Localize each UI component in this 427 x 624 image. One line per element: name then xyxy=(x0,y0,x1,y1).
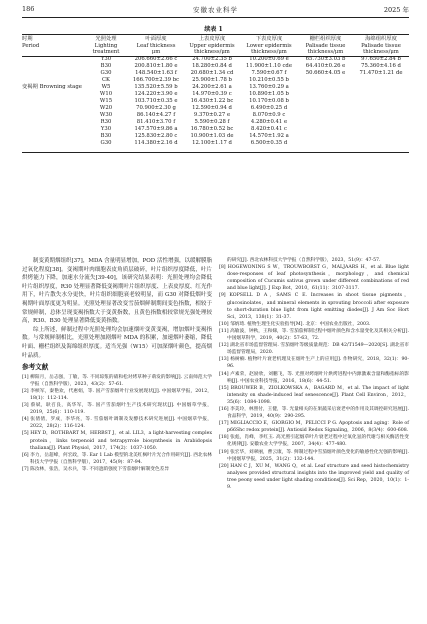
leaf-thickness-cell: 86.140±4.27 f xyxy=(136,112,176,118)
upper-epidermis-cell: 10.900±1.03 de xyxy=(190,133,234,139)
reference-item: [9] KOPSELL D A，SAMS C E. Increases in shoot tissue pigments，glucosinolates，and mineral elements in sprouting broccoli after exposure to short-duration blue light from light emitting diodes[J]. J Am Soc Hort Sci，2013，138(1)：31-37. xyxy=(219,293,409,320)
treatment-cell: Y30 xyxy=(100,126,112,132)
journal-year: 2025 年 xyxy=(383,6,409,14)
palisade-cell xyxy=(298,98,353,105)
reference-item: 的研究[J]. 西北农林科技大学学报（自然科学版），2023，51(9)：47-57. xyxy=(227,258,381,263)
lower-epidermis-cell: 14.570±1.92 a xyxy=(249,133,289,139)
reference-item: [1] 柳阳月，岳志强，丁敏，等. 不同琼浆的硝和松对烤草种子萌发的影响[J]. 云南师范大学学报（自然科学版），2023，43(2)：57-61. xyxy=(22,374,212,387)
lower-epidermis-cell: 8.070±0.9 c xyxy=(252,112,286,118)
upper-epidermis-cell: 25.900±1.78 b xyxy=(192,77,232,83)
period-cell xyxy=(22,119,84,126)
spongy-cell xyxy=(353,126,409,133)
period-cell xyxy=(22,112,84,119)
period-cell xyxy=(22,105,84,112)
period-cell xyxy=(22,133,84,140)
period-cell xyxy=(22,140,84,147)
upper-epidermis-cell: 9.370±0.27 e xyxy=(193,112,231,118)
treatment-cell: G30 xyxy=(100,70,112,76)
spongy-cell xyxy=(353,77,409,84)
treatment-cell: W20 xyxy=(99,105,113,111)
table-row xyxy=(22,84,409,91)
lower-epidermis-cell: 10.210±0.55 b xyxy=(249,77,289,83)
period-cell xyxy=(22,91,84,98)
header-rule xyxy=(22,17,409,18)
table-row xyxy=(22,77,409,84)
spongy-cell xyxy=(353,105,409,112)
table-row xyxy=(22,56,409,63)
reference-item: [5] HEY D，ROTHBART M，HERBST J，et al. LIL3，a light-harvesting complex protein，links terpenoid and tetrapyrrole biosynthesis in Arabidopsis thaliana[J]. Plant Physiol，2017，174(2)：1037-1050. xyxy=(22,431,212,451)
palisade-cell: 50.660±4.05 e xyxy=(305,70,346,76)
palisade-cell: 64.410±0.26 e xyxy=(305,63,346,69)
leaf-thickness-cell: 200.810±1.80 e xyxy=(134,63,178,69)
table-row xyxy=(22,140,409,147)
col-header-palisade: 栅栏组织厚度 Palisade tissue thickness/μm xyxy=(305,36,346,55)
col-header-period: 时期 Period xyxy=(22,36,40,49)
table-row xyxy=(22,63,409,70)
period-cell xyxy=(22,77,84,84)
upper-epidermis-cell: 16.780±0.52 bc xyxy=(190,126,234,132)
period-cell xyxy=(22,70,84,77)
leaf-thickness-cell: 125.830±2.80 c xyxy=(134,133,178,139)
page-number: 186 xyxy=(22,5,35,13)
upper-epidermis-cell: 14.970±0.39 c xyxy=(192,91,232,97)
data-table xyxy=(22,36,409,147)
reference-item: [18] 张彪，肖峰，李红玉. 高光照引起烟草叶片衰老过程中过氧化氢的代谢与相关酶活性变化规律[J]. 安徽农业大学学报，2007，34(4)：477-480. xyxy=(219,435,409,448)
palisade-cell xyxy=(298,77,353,84)
reference-item: [14] 卢素荣，赵励欣，刘鹏飞，等. 光照对烤烟叶片烘烤进程中内源激素含量和酶指标的影响[J]. 中国农业科技导报，2016，18(6)：44-51. xyxy=(219,371,409,384)
right-column-references xyxy=(219,257,409,491)
upper-epidermis-cell: 24.200±2.61 a xyxy=(192,84,232,90)
palisade-cell xyxy=(298,126,353,133)
period-cell xyxy=(22,126,84,133)
reference-item: [6] 李力，岳超峰，何宏政，等. Ear 1 Lab 模型的北美红枫叶片光合作用研究[J]. 西北农林科技大学学报（自然科学版），2017，45(9)：87-94. xyxy=(22,452,212,465)
treatment-cell: B30 xyxy=(100,63,112,69)
period-cell xyxy=(22,98,84,105)
reference-item: [7] 陈汝林，张浩，吴水兵，等. 不同遮荫强度下雪茄烟叶解制变色差异 xyxy=(22,466,170,472)
running-header xyxy=(22,5,409,17)
palisade-cell xyxy=(298,105,353,112)
reference-item: [16] 李美玲，林照付，王健，等. 光量相关的在果蔬采后衰老中的作用及其调控研究进展[J]. 食品科学，2019，40(9)：290-295. xyxy=(219,406,409,420)
leaf-thickness-cell: 166.700±2.39 bc xyxy=(132,77,180,83)
spongy-cell xyxy=(353,98,409,105)
table-row xyxy=(22,112,409,119)
spongy-cell xyxy=(353,119,409,126)
spongy-cell xyxy=(353,140,409,147)
reference-list xyxy=(22,374,212,473)
reference-item: [20] HAN C J，XU M，WANG Q，et al. Leaf structure and seed histochemistry analyses provided structural insights into the improved yield and quality of tree peony seed under light shading conditions[J]. Sci Rep，2020，10(1)：1-9. xyxy=(219,463,409,490)
lower-epidermis-cell: 10.890±1.05 b xyxy=(249,91,289,97)
lower-epidermis-cell: 11.900±1.10 cde xyxy=(246,63,292,69)
reference-item: [11] 高敏波，钟秋，王和娣，等. 雪茄茄鲜制过程中烟叶颜色和含水量变化及其相关分析[J]. 中国烟草科学，2019，40(2)：57-63，72. xyxy=(219,328,409,342)
table-row xyxy=(22,91,409,98)
col-header-lower-epidermis: 下表皮厚度 Lower epidermis thickness/μm xyxy=(246,36,292,55)
table-bottom-rule xyxy=(22,152,409,153)
palisade-cell xyxy=(298,119,353,126)
spongy-cell xyxy=(353,112,409,119)
upper-epidermis-cell: 24.700±2.35 b xyxy=(192,56,232,62)
period-cell xyxy=(22,56,84,63)
leaf-thickness-cell: 124.220±3.90 e xyxy=(134,91,178,97)
lower-epidermis-cell: 4.280±0.41 e xyxy=(250,119,288,125)
reference-item: [3] 蔡斌，耿召良，高华军，等. 国产雪茄烟叶生产技术研究现状[J]. 中国烟草学报，2019，25(6)：110-119. xyxy=(22,403,212,416)
palisade-cell xyxy=(298,133,353,140)
treatment-cell: Y30 xyxy=(100,56,112,62)
col-header-spongy: 海绵组织厚度 Palisade tissue thickness/μm xyxy=(361,36,401,55)
palisade-cell xyxy=(298,91,353,98)
period-cell xyxy=(22,63,84,70)
upper-epidermis-cell: 16.430±1.22 bc xyxy=(190,98,234,104)
left-column xyxy=(22,257,212,473)
reference-item: [13] 杨树楠. 植物叶片衰老机理及在烟叶生产上的应用[J]. 作物研究，2018，32(1)：90-96. xyxy=(219,357,409,370)
palisade-cell xyxy=(298,112,353,119)
upper-epidermis-cell: 12.590±0.94 d xyxy=(192,105,232,111)
treatment-cell: W10 xyxy=(99,91,113,97)
treatment-cell: G30 xyxy=(100,140,112,146)
upper-epidermis-cell: 5.590±0.28 f xyxy=(194,119,230,125)
spongy-cell: 97.650±2.84 b xyxy=(361,56,401,62)
reference-item: [4] 张倩倩，罗成，李华亮，等. 雪茄烟叶调制及发酵技术研究进展[J]. 中国烟草学报，2022，28(2)：116-124. xyxy=(22,417,212,430)
table-caption: 续表 1 xyxy=(204,26,223,33)
leaf-thickness-cell: 114.380±2.16 d xyxy=(134,140,178,146)
leaf-thickness-cell: 103.710±0.35 e xyxy=(134,98,178,104)
lower-epidermis-cell: 6.490±0.25 d xyxy=(250,105,288,111)
upper-epidermis-cell: 18.280±0.84 d xyxy=(192,63,232,69)
table-row xyxy=(22,126,409,133)
journal-name: 安徽农业科学 xyxy=(193,6,238,14)
col-header-treatment: 光照处理 Lighting treatment xyxy=(92,36,120,55)
col-header-upper-epidermis: 上表皮厚度 Upper epidermis thickness/μm xyxy=(189,36,235,55)
reference-item: [17] MIGLIACCIO E，GIORGIO M，PELICCI P G. Apoptosis and aging：Role of p66Shc redox protein[J]. Antioxid Redox Signaling，2006，8(3/4)：600-608. xyxy=(219,421,409,434)
table-top-rule xyxy=(22,34,409,35)
palisade-cell xyxy=(298,84,353,91)
lower-epidermis-cell: 7.590±0.67 f xyxy=(251,70,287,76)
treatment-cell: R30 xyxy=(100,119,112,125)
spongy-cell: 75.360±4.16 d xyxy=(361,63,401,69)
leaf-thickness-cell: 147.570±9.86 a xyxy=(134,126,178,132)
leaf-thickness-cell: 70.900±2.30 g xyxy=(136,105,176,111)
upper-epidermis-cell: 20.680±1.34 cd xyxy=(190,70,234,76)
table-row xyxy=(22,70,409,77)
leaf-thickness-cell: 81.410±3.70 f xyxy=(136,119,176,125)
treatment-cell: W30 xyxy=(99,112,113,118)
reference-item: [2] 李桢军，秦艳欢，代惠娟，等. 国产雪茄烟叶行业发展现状[J]. 中国烟草学报，2012，18(1)：112-114. xyxy=(22,388,212,401)
period-cell: 变褐期 Browning stage xyxy=(22,84,82,90)
treatment-cell: W15 xyxy=(99,98,113,104)
spongy-cell xyxy=(353,133,409,140)
table-row xyxy=(22,133,409,140)
treatment-cell: W5 xyxy=(101,84,111,90)
table-row xyxy=(22,98,409,105)
lower-epidermis-cell: 6.500±0.35 d xyxy=(250,140,288,146)
body-paragraph: 制变黄期烟组织[37]，MDA 含量明显增加，POD 活性增强，以缓解膜脂过氧化程度[38]。变褐期叶肉细胞表皮角质层破碎，叶片组织厚度降低，叶片烘烤能力下降，加速水分流失[39-40]，该研究结果表明：光照处理均会降低叶片组织厚度，R30 处理显著降低变褐期叶片组织厚度、上表皮厚度、红光作用下，叶片散失水分更快，叶片组织细胞衰老较明显，而 G30 对降低烟叶变褐期叶面厚度更为明显。光照处理显著改变雪茄烟鲜制期间变色指数，相较于常规鲜制，总体呈现变褐指数大于变黄指数，且黄色指数相较常规光强处理较高，R30、B30 处理显著降低变黄指数。 xyxy=(22,258,212,325)
palisade-cell: 65.730±3.03 b xyxy=(305,56,346,62)
col-header-leaf-thickness: 叶面厚度 Leaf thickness μm xyxy=(136,36,176,55)
reference-item: [12] 湖北省市场监督管理局. 雪茄烟叶等级质量规范：DB 42/T1549—2020[S]. 湖北省市场监督管理局，2020. xyxy=(219,343,409,356)
lower-epidermis-cell: 10.170±0.08 b xyxy=(249,98,289,104)
lower-epidermis-cell: 8.420±0.41 c xyxy=(250,126,288,132)
reference-item: [15] BROUWER B，ZIOLKOWSKA A，BAGARD M，et al. The impact of light intensity on shade-induced leaf senescence[J]. Plant Cell Environ，2012，35(6)：1084-1098. xyxy=(219,385,409,405)
reference-item: [10] 邹炳琦. 植物生理生化实验指导[M]. 北京：中国农业出版社，2003. xyxy=(219,321,371,327)
references-heading: 参考文献 xyxy=(22,363,49,372)
reference-item: [8] HOGEWONING S W，TROUWBORST G，MALJAARS H，et al. Blue light dose-responses of leaf photosynthesis，morphology，and chemical composition of Cucumis sativus grown under different combinations of red and blue light[J]. J Exp Bot，2010，61(11)：3107-3117. xyxy=(219,265,409,292)
upper-epidermis-cell: 12.100±1.17 d xyxy=(192,140,232,146)
leaf-thickness-cell: 135.520±5.59 b xyxy=(134,84,178,90)
table-row xyxy=(22,105,409,112)
table-row xyxy=(22,119,409,126)
body-paragraph: 综上所述，鲜制过程中光照处理均会加速烟叶变黄变褐，增加烟叶变褐指数。与常规鲜制相比，光照处理加剧烟叶 MDA 的积累，加速烟叶萎缩，降低叶面、栅栏组织及海绵组织厚度。适当光强（W15）可加深烟叶颜色，提高烟叶品质。 xyxy=(22,326,212,359)
leaf-thickness-cell: 148.540±1.63 f xyxy=(135,70,177,76)
treatment-cell: B30 xyxy=(100,133,112,139)
spongy-cell: 71.470±1.21 de xyxy=(359,70,403,76)
spongy-cell xyxy=(353,91,409,98)
treatment-cell: CK xyxy=(101,77,110,83)
lower-epidermis-cell: 13.760±0.29 a xyxy=(249,84,289,90)
lower-epidermis-cell: 10.200±0.69 e xyxy=(249,56,289,62)
reference-item: [19] 张宏华，刘翠丽，曹云康，等. 鲜制过程中雪茄烟叶颜色变化的敏感性化光强的影响[J]. 中国烟草学报，2025，31(2)：132-144. xyxy=(219,449,409,462)
palisade-cell xyxy=(298,140,353,147)
spongy-cell xyxy=(353,84,409,91)
leaf-thickness-cell: 206.660±2.66 c xyxy=(134,56,178,62)
